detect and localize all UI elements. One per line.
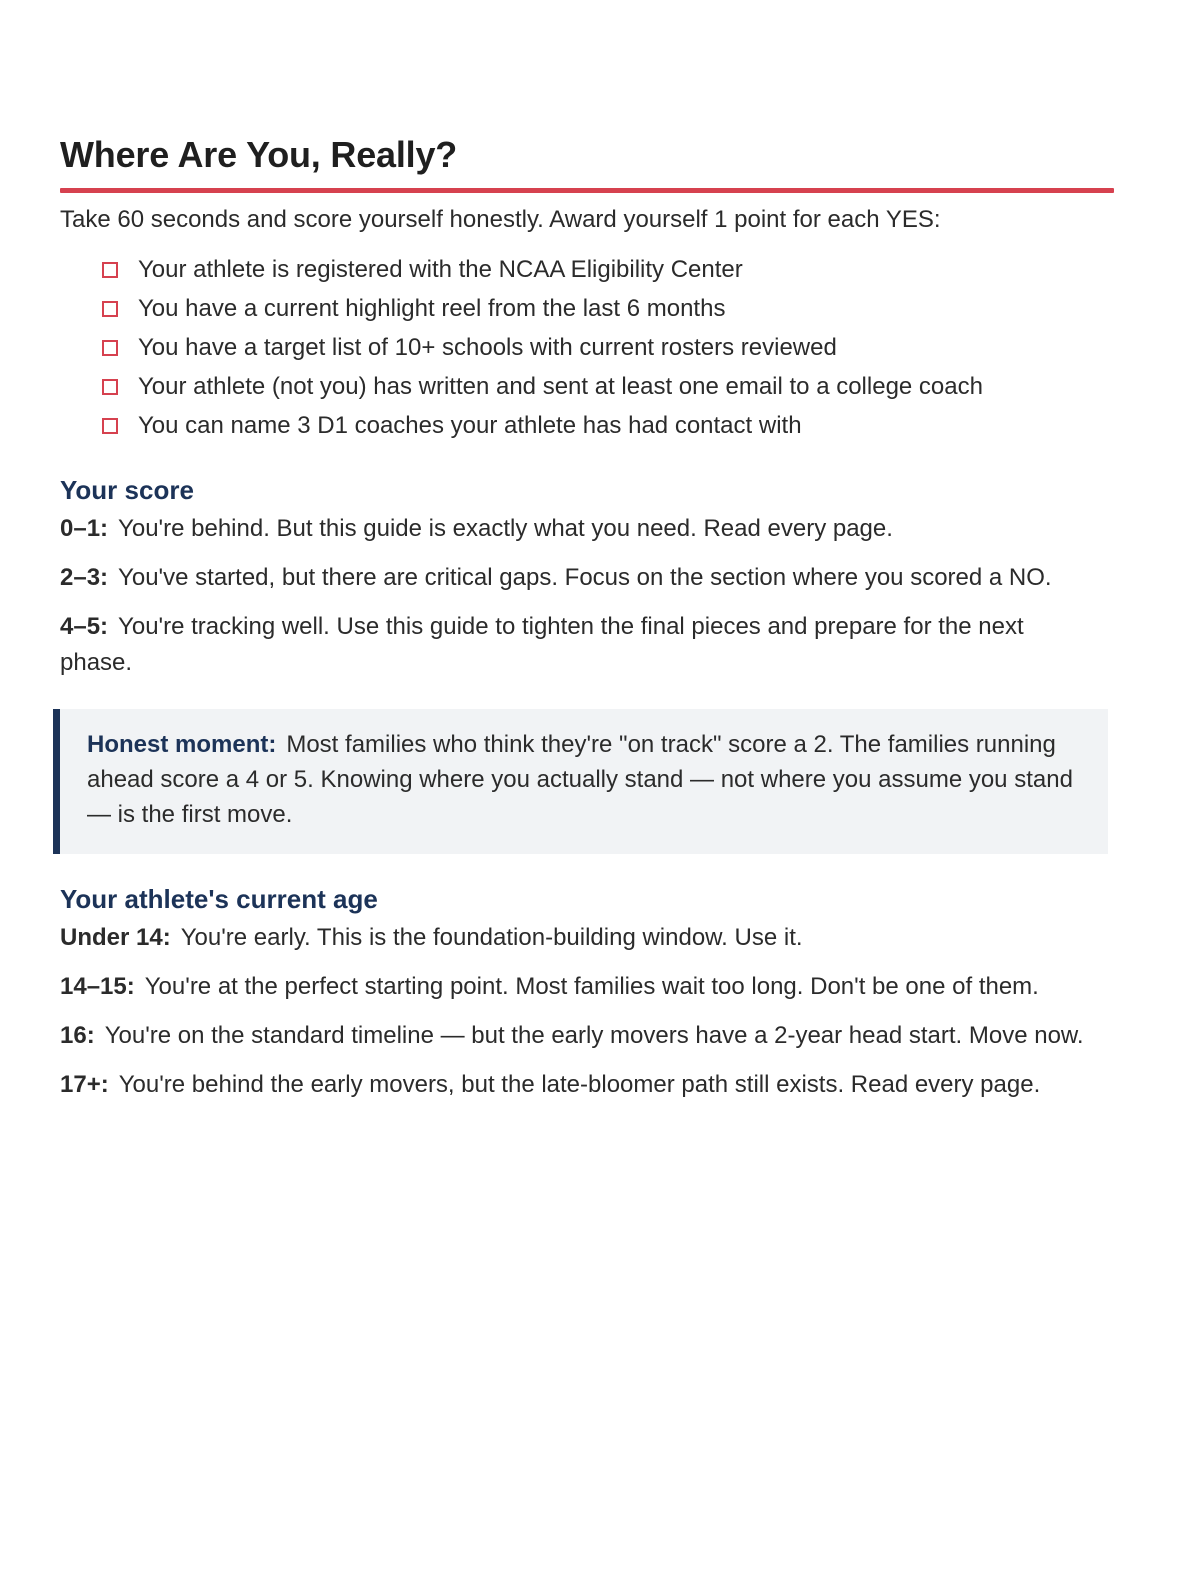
checkbox-icon[interactable] [102, 418, 118, 434]
score-range-item [60, 511, 1114, 547]
checklist-item [102, 328, 1114, 367]
checklist-item [102, 289, 1114, 328]
checkbox-icon[interactable] [102, 340, 118, 356]
title-divider [60, 188, 1114, 193]
age-heading: Your athlete's current age [60, 884, 378, 914]
checklist-item [102, 250, 1114, 289]
age-range-text: You're behind the early movers, but the late-bloomer path still exists. Read every page. [118, 1071, 1041, 1098]
age-range-label: 14–15: [60, 973, 135, 1000]
checkbox-icon[interactable] [102, 262, 118, 278]
age-range-label: Under 14: [60, 924, 171, 951]
checkbox-icon[interactable] [102, 379, 118, 395]
score-heading: Your score [60, 475, 194, 505]
checklist-item-label: Your athlete (not you) has written and sent at least one email to a college coach [138, 373, 983, 400]
age-range-item [60, 1067, 1114, 1103]
checklist-item [102, 406, 1114, 445]
age-range-label: 17+: [60, 1071, 109, 1098]
age-range-label: 16: [60, 1022, 95, 1049]
checklist-item [102, 367, 1114, 406]
age-range-text: You're early. This is the foundation-building window. Use it. [180, 924, 803, 951]
checklist-item-label: Your athlete is registered with the NCAA Eligibility Center [138, 256, 743, 283]
score-range-label: 2–3: [60, 564, 109, 591]
age-range-item [60, 969, 1114, 1005]
page-title: Where Are You, Really? [60, 134, 458, 175]
score-range-text: You're tracking well. Use this guide to tighten the final pieces and prepare for the next phase. [60, 613, 1024, 676]
score-range-item [60, 609, 1114, 681]
score-range-text: You're behind. But this guide is exactly what you need. Read every page. [118, 515, 893, 542]
checklist-item-label: You have a current highlight reel from the last 6 months [138, 295, 726, 322]
honest-moment-callout [53, 709, 1108, 854]
callout-label: Honest moment: [87, 731, 277, 758]
age-range-text: You're at the perfect starting point. Most families wait too long. Don't be one of them. [144, 973, 1039, 1000]
age-range-text: You're on the standard timeline — but the early movers have a 2-year head start. Move now. [104, 1022, 1084, 1049]
intro-text: Take 60 seconds and score yourself honestly. Award yourself 1 point for each YES: [60, 206, 941, 233]
score-range-item [60, 560, 1114, 596]
age-range-item [60, 1018, 1114, 1054]
checkbox-icon[interactable] [102, 301, 118, 317]
score-range-label: 0–1: [60, 515, 109, 542]
callout-text: Most families who think they're "on track" score a 2. The families running ahead score a 4 or 5. Knowing where you actually stand — not where you assume you stand — is the first move. [87, 731, 1073, 828]
score-range-text: You've started, but there are critical gaps. Focus on the section where you scored a NO. [118, 564, 1052, 591]
checklist-item-label: You can name 3 D1 coaches your athlete has had contact with [138, 412, 802, 439]
self-assessment-checklist [60, 250, 1114, 445]
age-range-item [60, 920, 1114, 956]
checklist-item-label: You have a target list of 10+ schools with current rosters reviewed [138, 334, 837, 361]
score-range-label: 4–5: [60, 613, 109, 640]
